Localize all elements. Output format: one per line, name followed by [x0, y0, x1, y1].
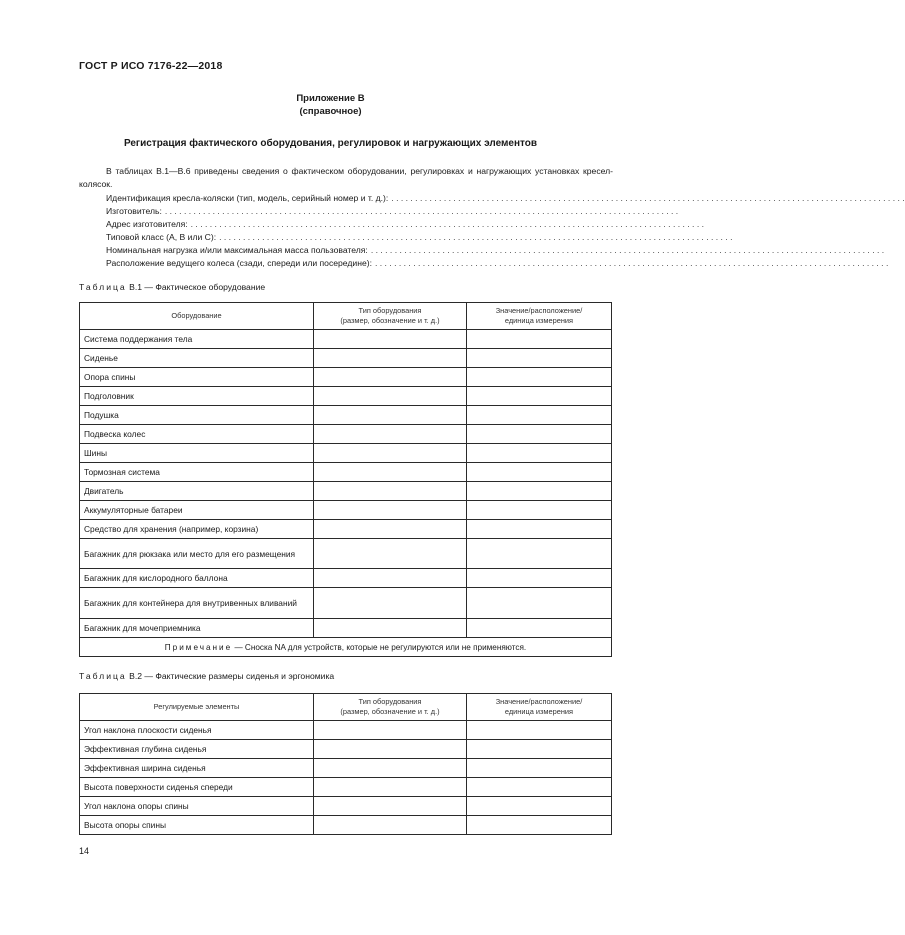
table-row [80, 406, 612, 425]
cell-type [314, 588, 467, 619]
cell-value [467, 520, 612, 539]
table-row [80, 778, 612, 797]
fill-dots: . . . . . . . . . . . . . . . . . . . . . . . . . . . . . . . . . . . . . . . . . . . . . . . . . . . . . . . . . . . . . . . . . . . . . . . . . . . . . . . . . . . . . . . . . . . . . . . . . . . . . . . . . . . . [391, 193, 905, 203]
table-note [80, 638, 612, 657]
cell-type [314, 482, 467, 501]
row-label: Система поддержания тела [80, 330, 314, 349]
table-seat-dimensions [79, 693, 612, 835]
field-label: Типовой класс (А, В или С): [106, 232, 217, 242]
cell-type [314, 778, 467, 797]
table-row [80, 425, 612, 444]
cell-type [314, 520, 467, 539]
cell-value [467, 425, 612, 444]
row-label: Багажник для кислородного баллона [80, 569, 314, 588]
field-type-class [106, 231, 733, 244]
row-label: Опора спины [80, 368, 314, 387]
cell-type [314, 368, 467, 387]
table-row [80, 588, 612, 619]
row-label: Подвеска колес [80, 425, 314, 444]
cell-value [467, 569, 612, 588]
row-label: Угол наклона опоры спины [80, 797, 314, 816]
table-row [80, 740, 612, 759]
table-row [80, 816, 612, 835]
cell-type [314, 387, 467, 406]
row-label: Эффективная ширина сиденья [80, 759, 314, 778]
column-header-type: Тип оборудования (размер, обозначение и т. д.) [314, 303, 467, 330]
cell-value [467, 539, 612, 569]
field-label: Адрес изготовителя: [106, 219, 188, 229]
cell-type [314, 759, 467, 778]
row-label: Угол наклона плоскости сиденья [80, 721, 314, 740]
cell-value [467, 349, 612, 368]
field-manufacturer-address [106, 218, 704, 231]
column-header-type: Тип оборудования (размер, обозначение и т. д.) [314, 694, 467, 721]
table1-caption [79, 282, 265, 292]
cell-type [314, 406, 467, 425]
fill-dots: . . . . . . . . . . . . . . . . . . . . . . . . . . . . . . . . . . . . . . . . . . . . . . . . . . . . . . . . . . . . . . . . . . . . . . . . . . . . . . . . . . . . . . . . . . . . . . . . . . . . . . . . . . . . [375, 258, 889, 268]
table-row [80, 569, 612, 588]
column-header-adjustable-elements: Регулируемые элементы [80, 694, 314, 721]
caption-text: В.2 — Фактические размеры сиденья и эргономика [129, 671, 335, 681]
field-wheelchair-id [106, 192, 905, 205]
row-label: Высота опоры спины [80, 816, 314, 835]
standard-designation: ГОСТ Р ИСО 7176-22—2018 [79, 60, 223, 72]
fill-dots: . . . . . . . . . . . . . . . . . . . . . . . . . . . . . . . . . . . . . . . . . . . . . . . . . . . . . . . . . . . . . . . . . . . . . . . . . . . . . . . . . . . . . . . . . . . . . . . . . . . . . . . . . . . . [190, 219, 704, 229]
table-row [80, 619, 612, 638]
appendix-subtitle: (справочное) [299, 106, 362, 117]
cell-value [467, 444, 612, 463]
table-row [80, 520, 612, 539]
page-number: 14 [79, 846, 90, 856]
row-label: Подголовник [80, 387, 314, 406]
fill-dots: . . . . . . . . . . . . . . . . . . . . . . . . . . . . . . . . . . . . . . . . . . . . . . . . . . . . . . . . . . . . . . . . . . . . . . . . . . . . . . . . . . . . . . . . . . . . . . . . . . . . . . . . . . . . [219, 232, 733, 242]
caption-text: В.1 — Фактическое оборудование [129, 282, 266, 292]
table-header-row [80, 694, 612, 721]
appendix-title: Приложение В [296, 93, 365, 104]
table-row [80, 539, 612, 569]
cell-type [314, 463, 467, 482]
cell-type [314, 425, 467, 444]
cell-value [467, 501, 612, 520]
caption-label: Таблица [79, 671, 127, 681]
field-label: Расположение ведущего колеса (сзади, спереди или посередине): [106, 258, 372, 268]
cell-value [467, 406, 612, 425]
cell-value [467, 463, 612, 482]
table-row [80, 330, 612, 349]
row-label: Подушка [80, 406, 314, 425]
row-label: Сиденье [80, 349, 314, 368]
cell-type [314, 816, 467, 835]
field-label: Изготовитель: [106, 206, 162, 216]
cell-value [467, 797, 612, 816]
cell-type [314, 539, 467, 569]
intro-paragraph: В таблицах В.1—В.6 приведены сведения о фактическом оборудовании, регулировках и нагружающих установках кресел-колясок. [79, 166, 613, 190]
table-row [80, 387, 612, 406]
table-row [80, 501, 612, 520]
column-header-value: Значение/расположение/ единица измерения [467, 694, 612, 721]
table-row [80, 444, 612, 463]
cell-type [314, 444, 467, 463]
caption-label: Таблица [79, 282, 127, 292]
field-nominal-load [106, 244, 885, 257]
cell-value [467, 778, 612, 797]
field-label: Номинальная нагрузка и/или максимальная масса пользователя: [106, 245, 368, 255]
cell-value [467, 740, 612, 759]
row-label: Двигатель [80, 482, 314, 501]
row-label: Высота поверхности сиденья спереди [80, 778, 314, 797]
cell-type [314, 619, 467, 638]
field-drive-wheel-location [106, 257, 889, 270]
table-note-row [80, 638, 612, 657]
row-label: Багажник для рюкзака или место для его размещения [80, 539, 314, 569]
row-label: Средство для хранения (например, корзина) [80, 520, 314, 539]
table-row [80, 759, 612, 778]
cell-value [467, 330, 612, 349]
row-label: Багажник для контейнера для внутривенных вливаний [80, 588, 314, 619]
field-label: Идентификация кресла-коляски (тип, модель, серийный номер и т. д.): [106, 193, 389, 203]
row-label: Аккумуляторные батареи [80, 501, 314, 520]
cell-value [467, 482, 612, 501]
note-text: — Сноска NA для устройств, которые не регулируются или не применяются. [232, 642, 527, 652]
table-actual-equipment [79, 302, 612, 657]
cell-type [314, 569, 467, 588]
cell-value [467, 588, 612, 619]
cell-type [314, 330, 467, 349]
cell-type [314, 501, 467, 520]
cell-type [314, 349, 467, 368]
cell-value [467, 721, 612, 740]
table2-caption [79, 671, 334, 681]
table-row [80, 463, 612, 482]
fill-dots: . . . . . . . . . . . . . . . . . . . . . . . . . . . . . . . . . . . . . . . . . . . . . . . . . . . . . . . . . . . . . . . . . . . . . . . . . . . . . . . . . . . . . . . . . . . . . . . . . . . . . . . . . . . . [164, 206, 679, 216]
section-heading: Регистрация фактического оборудования, регулировок и нагружающих элементов [123, 138, 538, 149]
table-row [80, 482, 612, 501]
table-row [80, 797, 612, 816]
fill-dots: . . . . . . . . . . . . . . . . . . . . . . . . . . . . . . . . . . . . . . . . . . . . . . . . . . . . . . . . . . . . . . . . . . . . . . . . . . . . . . . . . . . . . . . . . . . . . . . . . . . . . . . . . . . . [370, 245, 885, 255]
note-label: Примечание [164, 642, 233, 652]
cell-value [467, 387, 612, 406]
table-row [80, 368, 612, 387]
cell-value [467, 368, 612, 387]
table-row [80, 721, 612, 740]
table-header-row [80, 303, 612, 330]
row-label: Багажник для мочеприемника [80, 619, 314, 638]
column-header-value: Значение/расположение/ единица измерения [467, 303, 612, 330]
row-label: Эффективная глубина сиденья [80, 740, 314, 759]
cell-value [467, 619, 612, 638]
cell-type [314, 797, 467, 816]
cell-type [314, 721, 467, 740]
cell-value [467, 759, 612, 778]
row-label: Тормозная система [80, 463, 314, 482]
cell-type [314, 740, 467, 759]
column-header-equipment: Оборудование [80, 303, 314, 330]
cell-value [467, 816, 612, 835]
field-manufacturer [106, 205, 679, 218]
row-label: Шины [80, 444, 314, 463]
table-row [80, 349, 612, 368]
